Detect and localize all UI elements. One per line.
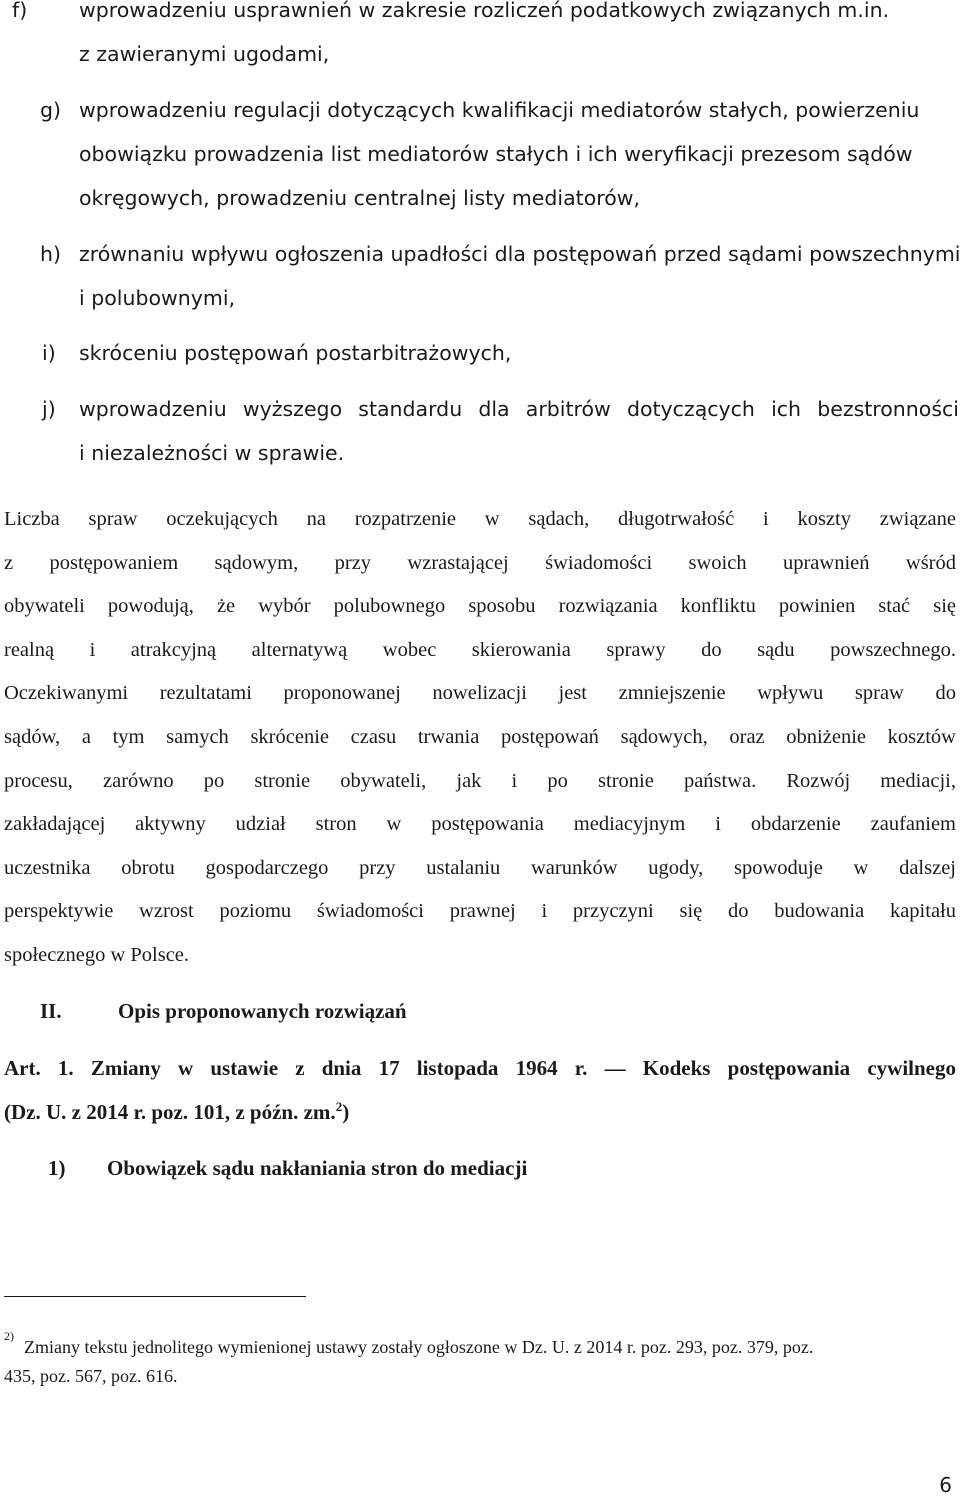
list-item-text: wprowadzeniu wyższego standardu dla arbitrów dotyczących ich bezstronności: [79, 397, 959, 421]
subsection-number: 1): [48, 1156, 66, 1180]
list-label: g): [40, 98, 62, 122]
paragraph-line: społecznego w Polsce.: [4, 944, 190, 966]
section-title: Opis proponowanych rozwiązań: [118, 999, 407, 1023]
paragraph-line: realną i atrakcyjną alternatywą wobec skierowania sprawy do sądu powszechnego.: [4, 639, 956, 661]
list-label: i): [42, 341, 56, 365]
article-citation-close: ): [342, 1100, 350, 1124]
article-heading: Art. 1. Zmiany w ustawie z dnia 17 listopada 1964 r. — Kodeks postępowania cywilnego: [4, 1056, 956, 1080]
list-item-text: skróceniu postępowań postarbitrażowych,: [79, 341, 512, 365]
list-item-text: i polubownymi,: [79, 286, 236, 310]
paragraph-line: zakładającej aktywny udział stron w postępowania mediacyjnym i obdarzenie zaufaniem: [4, 813, 956, 835]
article-citation: (Dz. U. z 2014 r. poz. 101, z późn. zm.: [4, 1100, 336, 1124]
paragraph-line: sądów, a tym samych skrócenie czasu trwania postępowań sądowych, oraz obniżenie kosztów: [4, 726, 956, 748]
paragraph-line: obywateli powodują, że wybór polubownego sposobu rozwiązania konfliktu powinien stać się: [4, 595, 956, 617]
list-label: h): [40, 242, 61, 266]
footnote-text-line: 435, poz. 567, poz. 616.: [4, 1366, 178, 1386]
paragraph-line: procesu, zarówno po stronie obywateli, jak i po stronie państwa. Rozwój mediacji,: [4, 770, 956, 792]
list-item-text: okręgowych, prowadzeniu centralnej listy mediatorów,: [79, 186, 641, 210]
list-item-text: wprowadzeniu regulacji dotyczących kwalifikacji mediatorów stałych, powierzeniu: [79, 98, 920, 122]
subsection-title: Obowiązek sądu nakłaniania stron do mediacji: [107, 1156, 528, 1180]
list-item-text: i niezależności w sprawie.: [79, 441, 345, 465]
list-item-text: obowiązku prowadzenia list mediatorów stałych i ich weryfikacji prezesom sądów: [79, 142, 913, 166]
list-item-text: zrównaniu wpływu ogłoszenia upadłości dla postępowań przed sądami powszechnymi: [79, 242, 960, 266]
list-item-text: wprowadzeniu usprawnień w zakresie rozliczeń podatkowych związanych m.in.: [79, 0, 890, 22]
list-label: f): [12, 0, 28, 22]
paragraph-line: Liczba spraw oczekujących na rozpatrzenie w sądach, długotrwałość i koszty związane: [4, 508, 956, 530]
footnote-reference[interactable]: 2: [335, 1099, 343, 1114]
paragraph-line: z postępowaniem sądowym, przy wzrastającej świadomości swoich uprawnień wśród: [4, 552, 956, 574]
article-heading-continuation: [4, 1099, 349, 1125]
list-item-text: z zawieranymi ugodami,: [79, 42, 330, 66]
paragraph-line: uczestnika obrotu gospodarczego przy ustalaniu warunków ugody, spowoduje w dalszej: [4, 857, 956, 879]
footnote-text-line: Zmiany tekstu jednolitego wymienionej ustawy zostały ogłoszone w Dz. U. z 2014 r. poz. 293, poz. 379, poz.: [24, 1337, 814, 1357]
page-number: 6: [939, 1473, 952, 1497]
footnote-divider: [4, 1296, 306, 1297]
section-number: II.: [40, 999, 62, 1023]
footnote-marker: 2): [4, 1329, 14, 1343]
list-label: j): [42, 397, 56, 421]
paragraph-line: perspektywie wzrost poziomu świadomości prawnej i przyczyni się do budowania kapitału: [4, 900, 956, 922]
paragraph-line: Oczekiwanymi rezultatami proponowanej nowelizacji jest zmniejszenie wpływu spraw do: [4, 682, 956, 704]
